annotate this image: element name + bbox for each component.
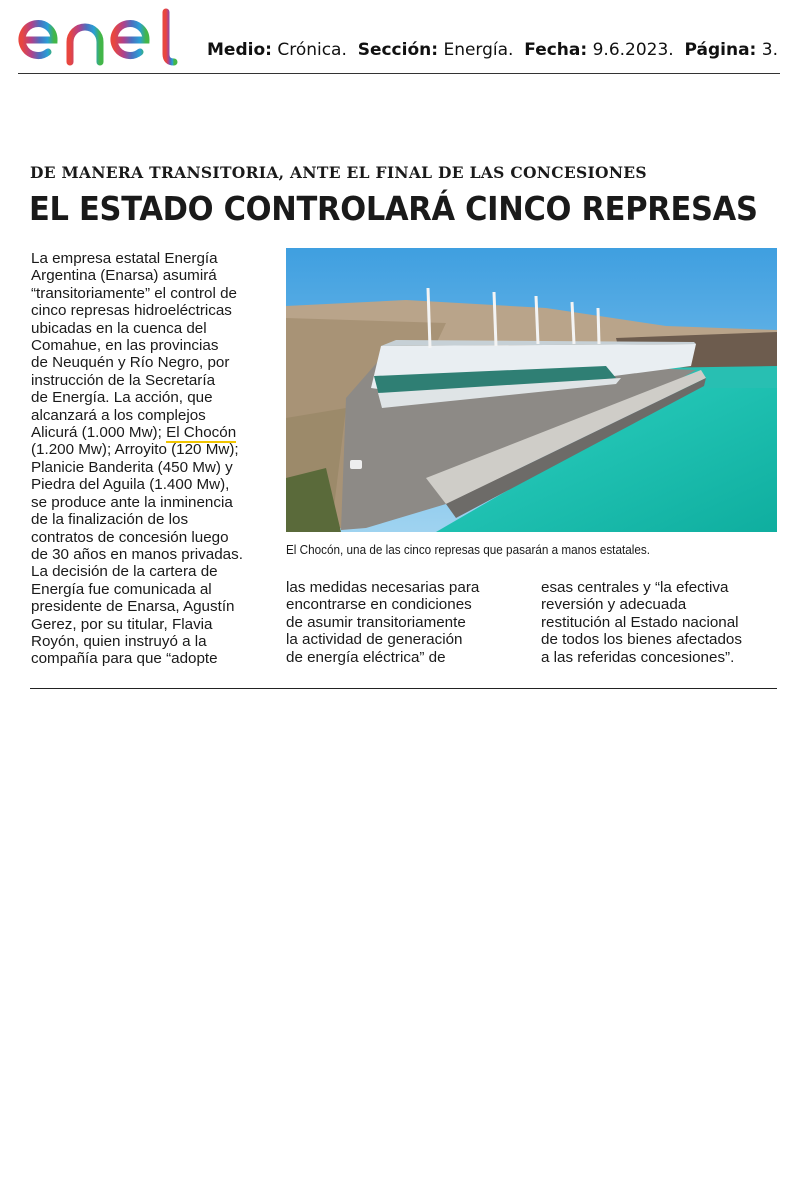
article-column-3 <box>541 579 781 666</box>
text-line: de todos los bienes afectados <box>541 631 742 649</box>
text-line: las medidas necesarias para <box>286 579 480 596</box>
text-line: presidente de Enarsa, Agustín <box>31 598 235 616</box>
text-line: Argentina (Enarsa) asumirá <box>31 267 217 285</box>
pagina-value: 3. <box>761 40 778 60</box>
photo-caption: El Chocón, una de las cinco represas que pasarán a manos estatales. <box>286 543 650 557</box>
text-line: reversión y adecuada <box>541 596 687 614</box>
text-line: La decisión de la cartera de <box>31 563 218 581</box>
header-divider <box>18 73 780 74</box>
pagina-label: Página: <box>684 40 757 60</box>
text-line: de 30 años en manos privadas. <box>31 545 243 563</box>
text-line: de Neuquén y Río Negro, por <box>31 354 230 372</box>
enel-logo <box>14 4 184 68</box>
text-line: Energía fue comunicada al <box>31 580 212 598</box>
article-column-2 <box>286 579 526 666</box>
medio-label: Medio: <box>207 40 272 60</box>
text-line: restitución al Estado nacional <box>541 613 739 631</box>
article-headline: EL ESTADO CONTROLARÁ CINCO REPRESAS <box>29 191 758 229</box>
dam-photo-illustration <box>286 248 777 532</box>
text-line: ubicadas en la cuenca del <box>31 319 207 337</box>
text-line <box>31 424 281 441</box>
text-line: de energía eléctrica” de <box>286 648 446 666</box>
text-line: compañía para que “adopte <box>31 650 218 668</box>
article-bottom-divider <box>30 688 777 689</box>
text-line: cinco represas hidroeléctricas <box>31 302 232 320</box>
text-line: de Energía. La acción, que <box>31 389 213 407</box>
text-line: (1.200 Mw); Arroyito (120 Mw); <box>31 441 239 459</box>
seccion-value: Energía. <box>443 40 514 60</box>
header-meta <box>207 40 778 60</box>
seccion-label: Sección: <box>357 40 439 60</box>
text-line: encontrarse en condiciones <box>286 596 472 614</box>
enel-logo-icon <box>14 4 184 68</box>
text-line: “transitoriamente” el control de <box>31 284 237 302</box>
text-line: instrucción de la Secretaría <box>31 371 216 389</box>
article-kicker: DE MANERA TRANSITORIA, ANTE EL FINAL DE LAS CONCESIONES <box>30 163 647 182</box>
text-line: a las referidas concesiones”. <box>541 648 735 666</box>
text-line: la actividad de generación <box>286 631 463 649</box>
text-line: Comahue, en las provincias <box>31 337 219 355</box>
text-line: se produce ante la inminencia <box>31 493 233 511</box>
text-line: contratos de concesión luego <box>31 528 229 546</box>
text-line: Piedra del Aguila (1.400 Mw), <box>31 476 230 494</box>
text-fragment: Alicurá (1.000 Mw); <box>31 424 162 442</box>
text-line: Planicie Banderita (450 Mw) y <box>31 458 233 476</box>
fecha-label: Fecha: <box>524 40 588 60</box>
article-column-1 <box>31 250 281 668</box>
highlighted-el-chocon: El Chocón <box>166 424 237 442</box>
text-line: Gerez, por su titular, Flavia <box>31 615 213 633</box>
text-line: de la finalización de los <box>31 511 189 529</box>
text-line: de asumir transitoriamente <box>286 613 466 631</box>
text-line: La empresa estatal Energía <box>31 250 218 267</box>
fecha-value: 9.6.2023. <box>592 40 674 60</box>
text-line: esas centrales y “la efectiva <box>541 579 729 596</box>
dam-photo <box>286 248 777 532</box>
medio-value: Crónica. <box>277 40 347 60</box>
text-line: alcanzará a los complejos <box>31 406 206 424</box>
text-line: Royón, quien instruyó a la <box>31 632 207 650</box>
